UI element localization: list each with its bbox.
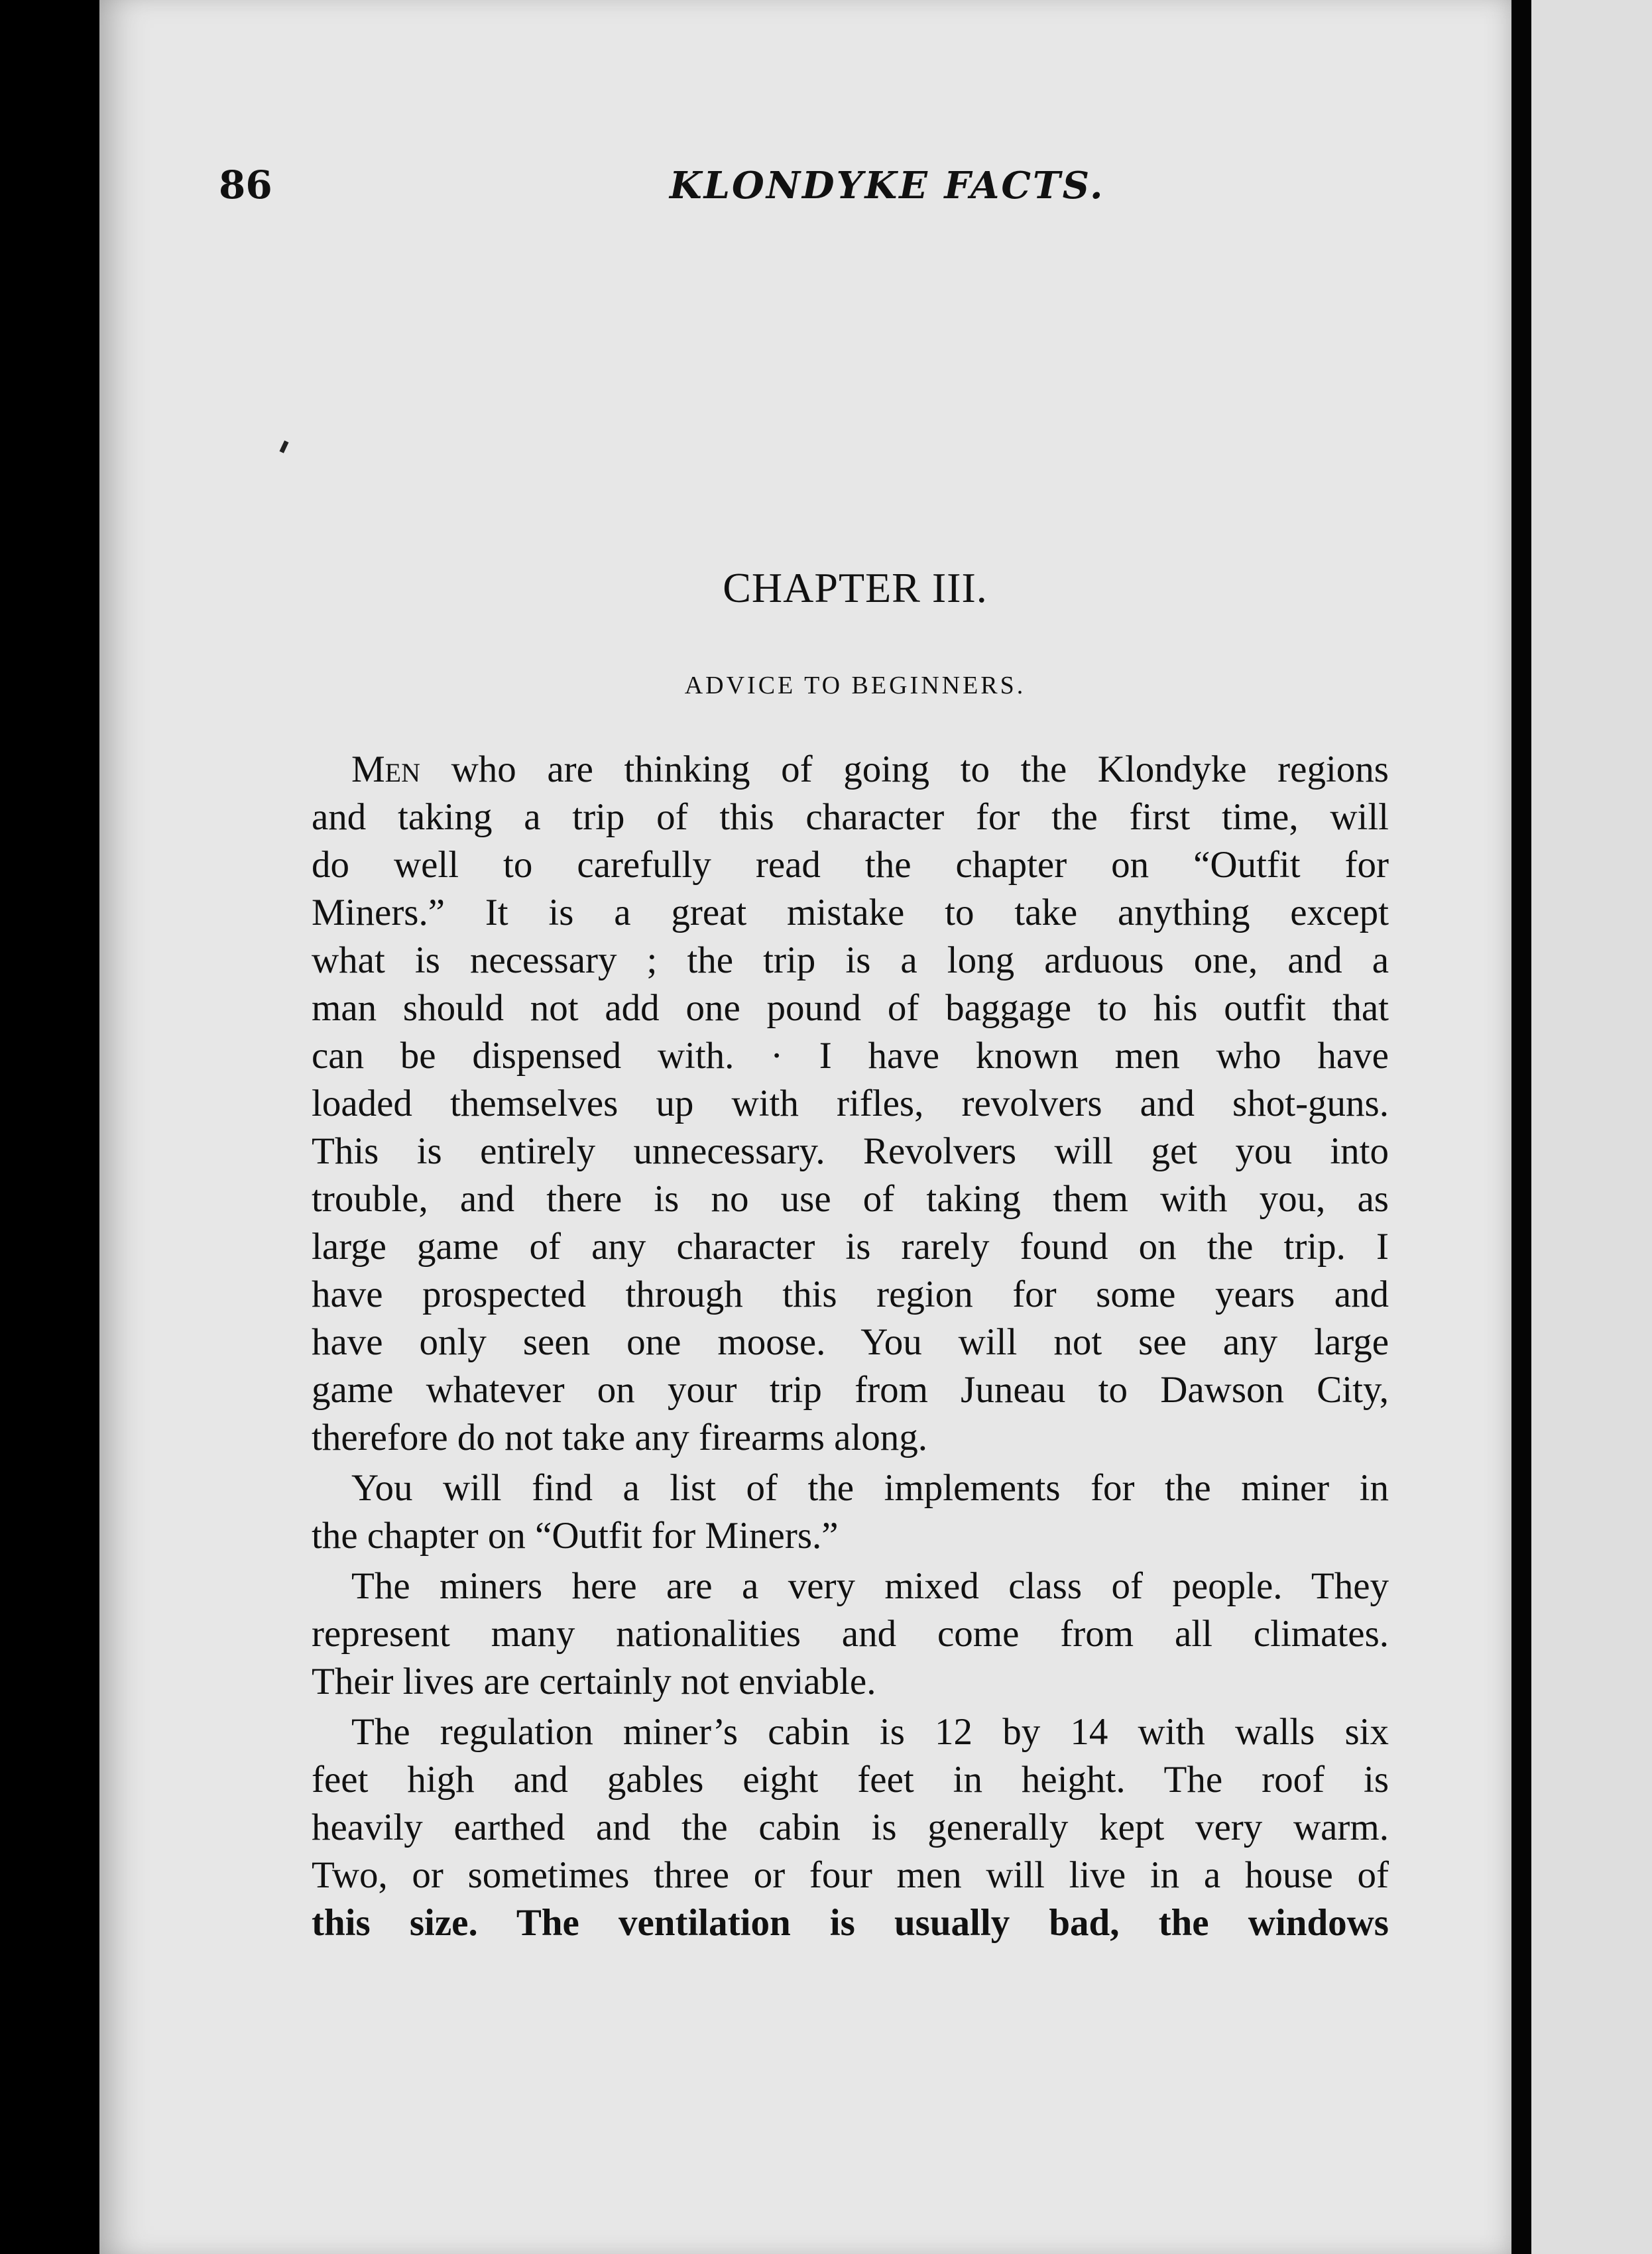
text-line: trouble, and there is no use of taking them with you, as [312, 1178, 1389, 1220]
text-line: the chapter on “Outfit for Miners.” [312, 1515, 839, 1557]
text-line: Two, or sometimes three or four men will live in a house of [312, 1854, 1389, 1896]
text-line: therefore do not take any firearms along. [312, 1417, 928, 1458]
text-line: You will find a list of the implements for the miner in [351, 1467, 1389, 1509]
book-gutter [1511, 0, 1531, 2254]
text-line: this size. The ventilation is usually bad, the windows [312, 1902, 1389, 1944]
text-line: loaded themselves up with rifles, revolvers and shot-guns. [312, 1083, 1389, 1124]
text-line: and taking a trip of this character for the first time, will [312, 796, 1389, 838]
text-line: represent many nationalities and come from all climates. [312, 1613, 1389, 1655]
text-line: have only seen one moose. You will not see any large [312, 1321, 1389, 1363]
text-line: man should not add one pound of baggage to his outfit that [312, 987, 1389, 1029]
text-line: feet high and gables eight feet in height. The roof is [312, 1759, 1389, 1801]
paragraph-lead-word: Men [351, 748, 421, 790]
text-line: game whatever on your trip from Juneau to Dawson City, [312, 1369, 1389, 1411]
text-line: what is necessary ; the trip is a long arduous one, and a [312, 939, 1389, 981]
text-line: Miners.” It is a great mistake to take anything except [312, 892, 1389, 933]
text-line: have prospected through this region for some years and [312, 1274, 1389, 1315]
text-line: do well to carefully read the chapter on “Outfit for [312, 844, 1389, 886]
text-line: The miners here are a very mixed class of people. They [351, 1565, 1389, 1607]
text-line [312, 746, 1389, 794]
facing-page-edge [1531, 0, 1652, 2254]
text-line-content: who are thinking of going to the Klondyke regions [420, 748, 1389, 790]
text-line: can be dispensed with. · I have known men who have [312, 1035, 1389, 1077]
scan-left-border [0, 0, 99, 2254]
page-number: 86 [219, 162, 272, 208]
text-line: large game of any character is rarely found on the trip. I [312, 1226, 1389, 1268]
body-text [312, 746, 1389, 1947]
text-line: Their lives are certainly not enviable. [312, 1661, 876, 1702]
chapter-title: CHAPTER III. [723, 564, 988, 611]
chapter-subtitle: ADVICE TO BEGINNERS. [684, 672, 1026, 699]
running-head: KLONDYKE FACTS. [670, 164, 1105, 208]
text-line: The regulation miner’s cabin is 12 by 14 with walls six [351, 1711, 1389, 1753]
text-line: This is entirely unnecessary. Revolvers will get you into [312, 1130, 1389, 1172]
text-line: heavily earthed and the cabin is generally kept very warm. [312, 1807, 1389, 1848]
